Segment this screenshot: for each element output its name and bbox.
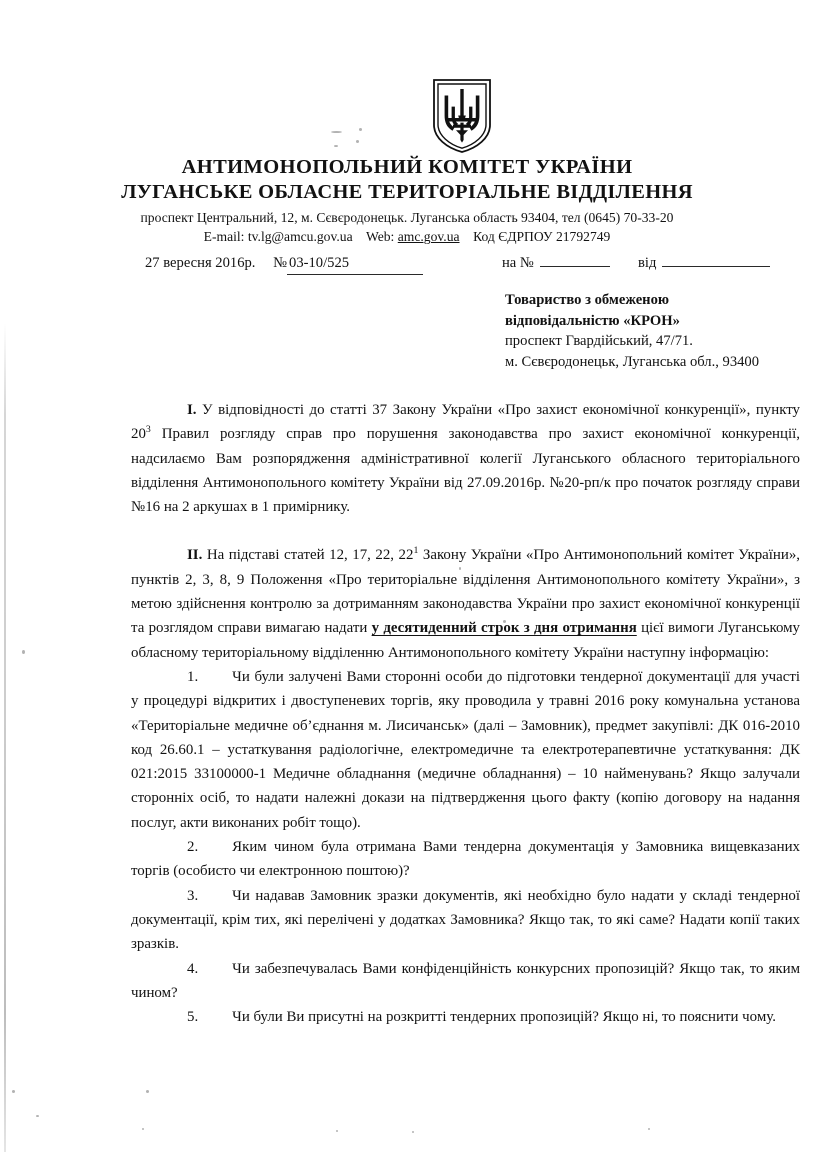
section-II-emphasis: у десятиденний строк з дня отримання [371, 620, 637, 637]
item-text: Чи були залучені Вами сторонні особи до підготовки тендерної документації для участі у процедурі відкритих і двоступеневих торгів, яку проводила у травні 2016 року комунальна установа «Територіальне медичне об’єднання м. Лисичанськ» (далі – Замовник), предмет закупівлі: ДК 016-2010 код 26.60.1 – устаткування радіологічне, електромедичне та електротерапевтичне устаткування: ДК 021:2015 33100000-1 Медичне обладнання (медичне обладнання) – 10 найменувань? Якщо залучали сторонніх осіб, то надати належні докази на підтвердження цього факту (копію договору на надання послуг, акти виконаних робіт тощо). [131, 668, 800, 831]
scan-speck [336, 1130, 338, 1132]
item-number: 3. [187, 887, 199, 904]
section-I-superscript: 3 [145, 424, 151, 436]
scan-speck [22, 650, 25, 654]
addressee-line1: Товариство з обмеженою [505, 292, 670, 308]
email-label: E-mail: [203, 229, 245, 244]
item-text: Чи надавав Замовник зразки документів, які необхідно було надати у складі тендерної документації, крім тих, які перелічені у додатках Замовника? Якщо так, то які саме? Надати копії таких зразків. [131, 887, 800, 953]
letter-body [131, 398, 800, 1029]
scan-speck [334, 145, 338, 147]
section-II-marker: II. [187, 547, 203, 564]
item-text: Яким чином була отримана Вами тендерна документація у Замовника вищевказаних торгів (особисто чи електронною поштою)? [131, 839, 800, 880]
list-item [131, 835, 800, 884]
organization-name-line2: ЛУГАНСЬКЕ ОБЛАСНЕ ТЕРИТОРІАЛЬНЕ ВІДДІЛЕННЯ [121, 181, 693, 203]
list-item [131, 884, 800, 957]
organization-name-line1: АНТИМОНОПОЛЬНИЙ КОМІТЕТ УКРАЇНИ [181, 156, 633, 178]
addressee-block [505, 290, 805, 372]
scan-speck [356, 140, 359, 143]
scan-speck [146, 1090, 149, 1093]
reference-row [145, 253, 805, 275]
outgoing-number-label: № [273, 255, 288, 271]
organization-contacts [0, 227, 814, 246]
web-value[interactable]: amc.gov.ua [397, 229, 460, 244]
addressee-line2: відповідальністю «КРОН» [505, 312, 680, 329]
item-number: 4. [187, 960, 199, 977]
scan-speck [12, 1090, 15, 1093]
edrpou-value: 21792749 [555, 229, 611, 244]
section-II-text-before-sup: На підставі статей 12, 17, 22, 22 [202, 547, 414, 564]
section-I-marker: I. [187, 402, 197, 418]
item-number: 2. [187, 839, 199, 856]
scan-speck [36, 1115, 39, 1117]
scan-speck [331, 131, 342, 133]
addressee-line4: м. Сєвєродонецьк, Луганська обл., 93400 [505, 353, 760, 370]
letterhead [0, 155, 814, 246]
item-number: 5. [187, 1009, 199, 1026]
incoming-number-field [502, 253, 610, 273]
section-II-text-after-sup: Закону України «Про Антимонопольний комітет України», пунктів 2, 3, 8, 9 Положення «Про територіальне відділення Антимонопольного комітету України», з метою здійснення контролю за дотриманням законодавства України про захист економічної конкуренції та розглядом справи вимагаю надати [131, 547, 800, 637]
list-item [131, 665, 800, 835]
email-value: tv.lg@amcu.gov.ua [247, 229, 353, 244]
edrpou-label: Код ЄДРПОУ [473, 229, 553, 244]
from-date-label: від [638, 255, 657, 271]
outgoing-number-value: 03-10/525 [287, 253, 423, 275]
section-II-text-tail: цієї вимоги Луганському обласному територіальному відділенню Антимонопольного комітету України наступну інформацію: [131, 620, 801, 661]
item-text: Чи забезпечувалась Вами конфіденційність конкурсних пропозицій? Якщо так, то яким чином? [131, 960, 800, 1001]
incoming-number-label: на № [502, 255, 534, 271]
list-item [131, 957, 800, 1006]
ukraine-trident-emblem [431, 78, 493, 154]
from-date-field [638, 253, 770, 273]
paragraph-section-II [131, 543, 800, 664]
section-I-text-before-sup: У відповідності до статті 37 Закону України «Про захист економічної конкуренції», пункту 20 [131, 402, 800, 443]
item-number: 1. [187, 668, 199, 685]
list-item [131, 1005, 800, 1029]
web-label: Web: [365, 229, 395, 244]
addressee-line3: проспект Гвардійський, 47/71. [505, 333, 693, 349]
item-text: Чи були Ви присутні на розкритті тендерних пропозицій? Якщо ні, то пояснити чому. [232, 1009, 776, 1026]
incoming-number-blank[interactable] [540, 254, 610, 267]
section-I-text-after-sup: Правил розгляду справ про порушення законодавства про захист економічної конкуренції, надсилаємо Вам розпорядження адміністративної колегії Луганського обласного територіального відділення Антимонопольного комітету України від 27.09.2016р. №20-рп/к про початок розгляду справи №16 на 2 аркушах в 1 примірнику. [131, 426, 800, 516]
from-date-blank[interactable] [662, 254, 770, 267]
scan-speck [412, 1131, 414, 1133]
scan-speck [648, 1128, 650, 1130]
section-II-superscript: 1 [413, 545, 419, 557]
paragraph-section-I [131, 398, 800, 519]
scan-speck [142, 1128, 144, 1130]
letter-date: 27 вересня 2016р. [145, 255, 256, 271]
organization-address: проспект Центральний, 12, м. Сєвєродонецьк. Луганська область 93404, тел (0645) 70-33-20 [140, 210, 674, 225]
scan-speck [359, 128, 362, 131]
